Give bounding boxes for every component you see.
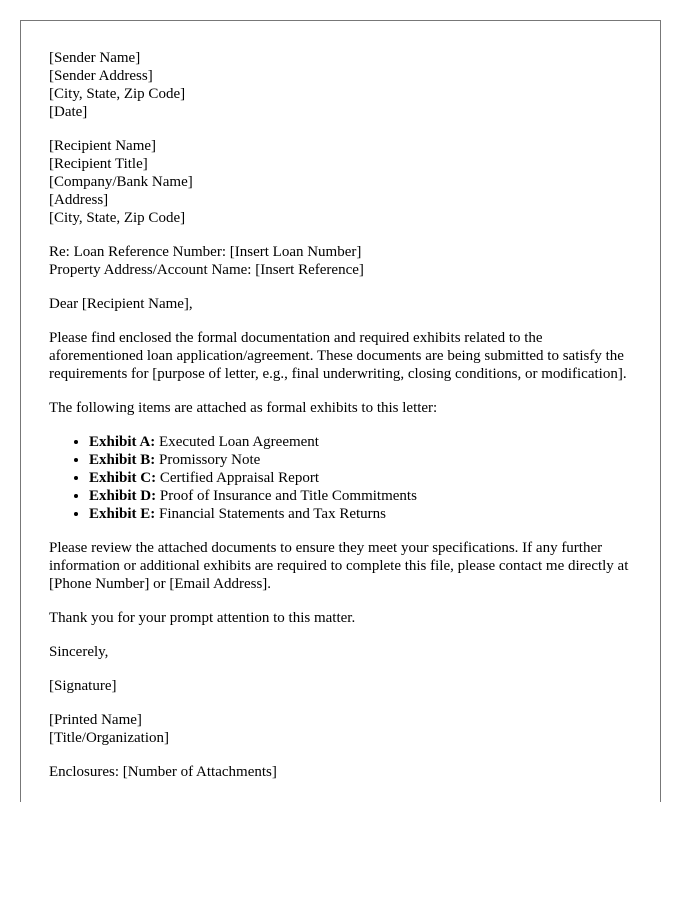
exhibit-label: Exhibit B:	[89, 452, 156, 468]
sender-block	[49, 49, 639, 121]
recipient-company: [Company/Bank Name]	[49, 174, 193, 190]
list-intro: The following items are attached as formal exhibits to this letter:	[49, 400, 438, 416]
exhibit-item	[89, 487, 639, 505]
exhibit-item	[89, 451, 639, 469]
exhibit-list	[49, 433, 639, 523]
intro-paragraph: Please find enclosed the formal documentation and required exhibits related to the aforementioned loan application/agreement. These documents are being submitted to satisfy the requirements for [purpose of letter, e.g., final underwriting, closing conditions, or modification].	[49, 330, 627, 382]
exhibit-item	[89, 469, 639, 487]
signer-block	[49, 711, 639, 747]
recipient-block	[49, 137, 639, 227]
exhibit-text: Executed Loan Agreement	[155, 434, 319, 450]
exhibit-item	[89, 433, 639, 451]
exhibit-text: Certified Appraisal Report	[156, 470, 319, 486]
letter-date: [Date]	[49, 104, 88, 120]
exhibit-text: Financial Statements and Tax Returns	[155, 506, 386, 522]
exhibit-item	[89, 505, 639, 523]
sender-city: [City, State, Zip Code]	[49, 86, 186, 102]
recipient-title: [Recipient Title]	[49, 156, 148, 172]
property-reference: Property Address/Account Name: [Insert Reference]	[49, 262, 364, 278]
review-paragraph: Please review the attached documents to ensure they meet your specifications. If any further information or additional exhibits are required to complete this file, please contact me directly at [Phone Number] or [Email Address].	[49, 540, 629, 592]
exhibit-label: Exhibit E:	[89, 506, 156, 522]
recipient-address: [Address]	[49, 192, 109, 208]
sender-address: [Sender Address]	[49, 68, 153, 84]
recipient-name: [Recipient Name]	[49, 138, 157, 154]
signature: [Signature]	[49, 678, 117, 694]
salutation: Dear [Recipient Name],	[49, 296, 193, 312]
closing: Sincerely,	[49, 644, 109, 660]
reference-block	[49, 243, 639, 279]
exhibit-text: Promissory Note	[155, 452, 261, 468]
enclosures: Enclosures: [Number of Attachments]	[49, 764, 277, 780]
thanks-paragraph: Thank you for your prompt attention to this matter.	[49, 610, 356, 626]
printed-name: [Printed Name]	[49, 712, 142, 728]
exhibit-label: Exhibit D:	[89, 488, 157, 504]
loan-reference: Re: Loan Reference Number: [Insert Loan Number]	[49, 244, 362, 260]
title-organization: [Title/Organization]	[49, 730, 169, 746]
exhibit-text: Proof of Insurance and Title Commitments	[156, 488, 417, 504]
exhibit-label: Exhibit A:	[89, 434, 156, 450]
letter-page	[20, 20, 661, 802]
recipient-city: [City, State, Zip Code]	[49, 210, 186, 226]
letter-content	[49, 49, 639, 797]
exhibit-label: Exhibit C:	[89, 470, 157, 486]
sender-name: [Sender Name]	[49, 50, 141, 66]
